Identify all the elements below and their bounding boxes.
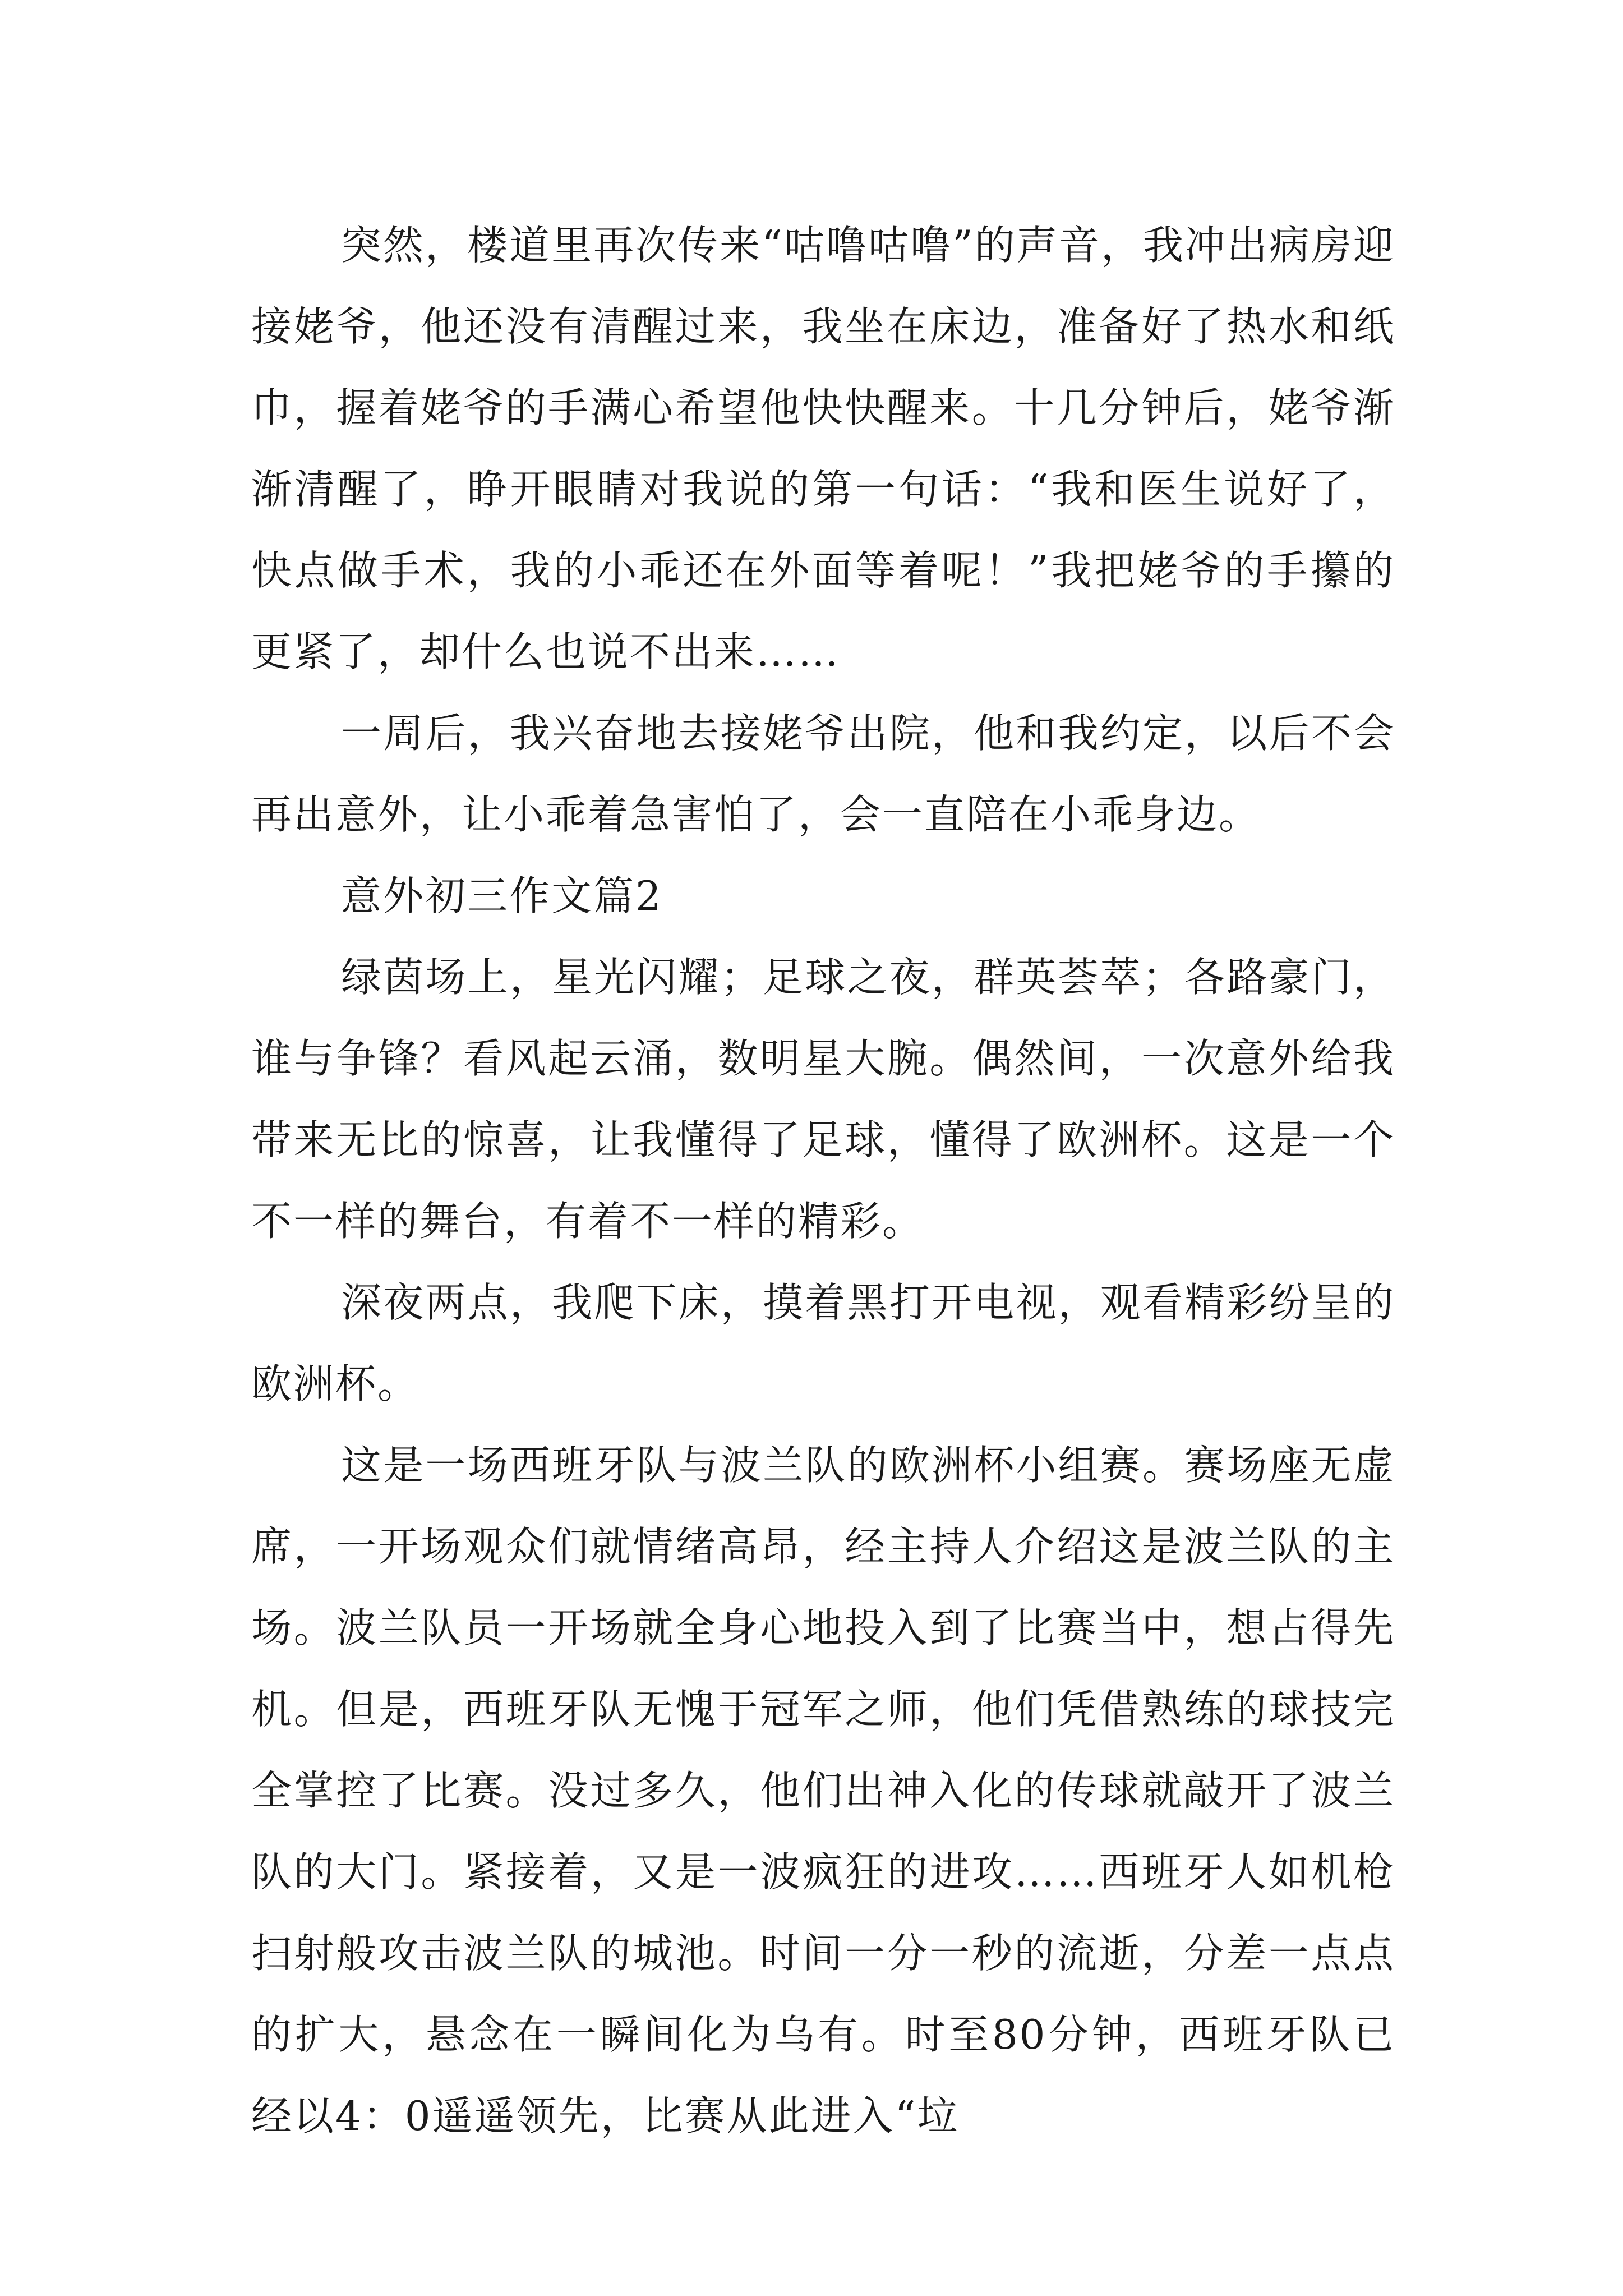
- paragraph: 一周后，我兴奋地去接姥爷出院，他和我约定，以后不会再出意外，让小乖着急害怕了，会一直陪在小乖身边。: [251, 710, 1395, 838]
- section-heading: 意外初三作文篇2: [341, 872, 663, 919]
- paragraph: 深夜两点，我爬下床，摸着黑打开电视，观看精彩纷呈的欧洲杯。: [251, 1279, 1395, 1407]
- document-body: [251, 205, 1395, 2157]
- paragraph: 突然，楼道里再次传来“咕噜咕噜”的声音，我冲出病房迎接姥爷，他还没有清醒过来，我坐在床边，准备好了热水和纸巾，握着姥爷的手满心希望他快快醒来。十几分钟后，姥爷渐渐清醒了，睁开眼睛对我说的第一句话：“我和医生说好了，快点做手术，我的小乖还在外面等着呢！”我把姥爷的手攥的更紧了，却什么也说不出来……: [251, 222, 1395, 675]
- paragraph: 这是一场西班牙队与波兰队的欧洲杯小组赛。赛场座无虚席，一开场观众们就情绪高昂，经主持人介绍这是波兰队的主场。波兰队员一开场就全身心地投入到了比赛当中，想占得先机。但是，西班牙队无愧于冠军之师，他们凭借熟练的球技完全掌控了比赛。没过多久，他们出神入化的传球就敲开了波兰队的大门。紧接着，又是一波疯狂的进攻……西班牙人如机枪扫射般攻击波兰队的城池。时间一分一秒的流逝，分差一点点的扩大，悬念在一瞬间化为乌有。时至80分钟，西班牙队已经以4：0遥遥领先，比赛从此进入“垃: [251, 1442, 1395, 2139]
- paragraph: 绿茵场上，星光闪耀；足球之夜，群英荟萃；各路豪门，谁与争锋？看风起云涌，数明星大腕。偶然间，一次意外给我带来无比的惊喜，让我懂得了足球，懂得了欧洲杯。这是一个不一样的舞台，有着不一样的精彩。: [251, 954, 1395, 1245]
